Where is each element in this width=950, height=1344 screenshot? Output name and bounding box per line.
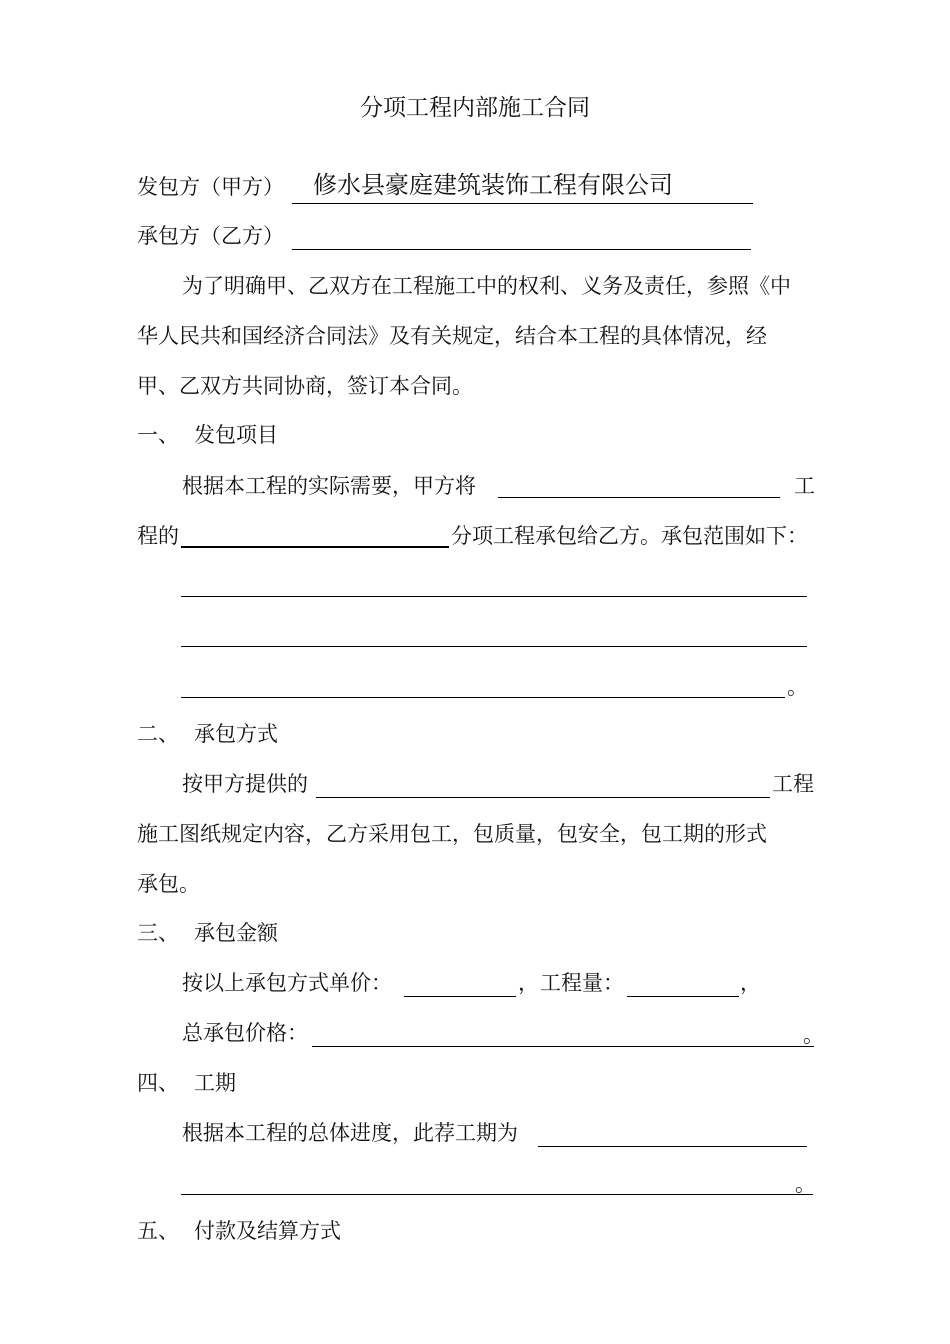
s1-project-blank bbox=[498, 497, 780, 498]
s2-line3: 承包。 bbox=[137, 872, 200, 896]
s4-end-mark: 。 bbox=[795, 1172, 816, 1196]
section-5-number: 五、 bbox=[137, 1219, 179, 1243]
s3-total-blank bbox=[312, 1046, 814, 1047]
section-3-number: 三、 bbox=[137, 921, 179, 945]
party-b-blank bbox=[292, 249, 751, 250]
s1-line2-suffix: 分项工程承包给乙方。承包范围如下： bbox=[451, 524, 808, 548]
s4-line1-prefix: 根据本工程的总体进度，此荐工期为 bbox=[182, 1121, 518, 1145]
s1-scope-blank-2 bbox=[181, 646, 807, 647]
s1-scope-blank-3 bbox=[181, 697, 785, 698]
party-a-label: 发包方（甲方） bbox=[137, 175, 284, 199]
s4-period-blank-2 bbox=[181, 1194, 813, 1195]
section-4-heading: 工期 bbox=[194, 1071, 236, 1095]
s2-line2: 施工图纸规定内容，乙方采用包工，包质量，包安全，包工期的形式 bbox=[137, 822, 767, 846]
s1-end-mark: 。 bbox=[787, 675, 808, 699]
s3-quantity-blank bbox=[627, 996, 739, 997]
section-5-heading: 付款及结算方式 bbox=[194, 1219, 341, 1243]
preamble-line-2: 华人民共和国经济合同法》及有关规定，结合本工程的具体情况，经 bbox=[137, 324, 767, 348]
section-4-number: 四、 bbox=[137, 1071, 179, 1095]
s1-line1-suffix: 工 bbox=[794, 474, 815, 498]
s3-end-mark: 。 bbox=[803, 1023, 824, 1047]
contract-title: 分项工程内部施工合同 bbox=[360, 95, 590, 121]
s1-line2-prefix: 程的 bbox=[137, 524, 179, 548]
section-3-heading: 承包金额 bbox=[194, 921, 278, 945]
s3-unit-price-label: 按以上承包方式单价： bbox=[182, 971, 392, 995]
s4-period-blank-1 bbox=[538, 1146, 807, 1147]
preamble-line-3: 甲、乙双方共同协商，签订本合同。 bbox=[137, 374, 473, 398]
s3-unit-price-blank bbox=[404, 996, 516, 997]
s2-project-blank bbox=[316, 797, 770, 798]
preamble-line-1: 为了明确甲、乙双方在工程施工中的权利、义务及责任，参照《中 bbox=[182, 274, 791, 298]
section-2-number: 二、 bbox=[137, 722, 179, 746]
section-1-heading: 发包项目 bbox=[194, 423, 278, 447]
section-1-number: 一、 bbox=[137, 423, 179, 447]
party-a-value: 修水县豪庭建筑装饰工程有限公司 bbox=[313, 171, 673, 199]
s3-end-comma: ， bbox=[740, 971, 761, 995]
s1-line1-prefix: 根据本工程的实际需要，甲方将 bbox=[182, 474, 476, 498]
section-2-heading: 承包方式 bbox=[194, 722, 278, 746]
s3-quantity-label: 工程量： bbox=[540, 971, 624, 995]
s1-scope-blank-1 bbox=[181, 596, 807, 597]
party-a-underline bbox=[292, 203, 753, 204]
s2-line1-suffix: 工程 bbox=[772, 772, 814, 796]
s1-subitem-blank bbox=[181, 546, 449, 548]
s2-line1-prefix: 按甲方提供的 bbox=[182, 772, 308, 796]
s3-total-label: 总承包价格： bbox=[182, 1021, 308, 1045]
s3-separator: ， bbox=[518, 971, 539, 995]
party-b-label: 承包方（乙方） bbox=[137, 224, 284, 248]
